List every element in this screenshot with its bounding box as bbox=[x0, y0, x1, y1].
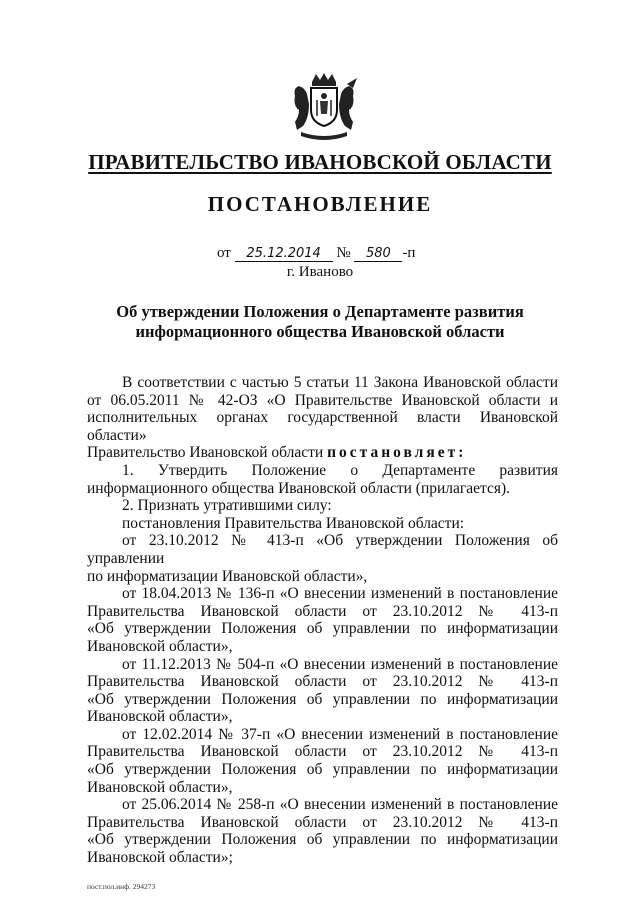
number-suffix: -п bbox=[402, 245, 416, 261]
act-line: от 25.06.2014 № 258-п «О внесении изменений в постановление bbox=[122, 796, 558, 814]
act-line: «Об утверждении Положения об управлении по информатизации bbox=[87, 690, 558, 708]
act-line: Правительства Ивановской области от 23.10.2012 № 413-п bbox=[87, 602, 558, 620]
act-line: от 11.12.2013 № 504-п «О внесении изменений в постановление bbox=[122, 655, 558, 673]
city: г. Иваново bbox=[286, 264, 354, 280]
body-line: информационного общества Ивановской области (прилагается). bbox=[87, 479, 511, 497]
item-2: 2. Признать утратившими силу: bbox=[122, 497, 332, 515]
document-heading bbox=[80, 302, 560, 342]
government-title: ПРАВИТЕЛЬСТВО ИВАНОВСКОЙ ОБЛАСТИ bbox=[88, 150, 552, 174]
act-line: «Об утверждении Положения об управлении по информатизации bbox=[87, 761, 558, 779]
act-line: Правительства Ивановской области от 23.10.2012 № 413-п bbox=[87, 673, 558, 691]
body-line: от 06.05.2011 № 42-ОЗ «О Правительстве Ивановской области и bbox=[87, 391, 558, 409]
acts-lead: постановления Правительства Ивановской области: bbox=[122, 514, 465, 532]
act-line: Ивановской области», bbox=[87, 778, 233, 796]
act-line: Правительства Ивановской области от 23.10.2012 № 413-п bbox=[87, 813, 558, 831]
intro-last: Правительство Ивановской области bbox=[87, 444, 324, 462]
act-line: Правительства Ивановской области от 23.10.2012 № 413-п bbox=[87, 743, 558, 761]
act-line: по информатизации Ивановской области», bbox=[87, 567, 368, 585]
document-type: ПОСТАНОВЛЕНИЕ bbox=[207, 192, 433, 216]
document-number: 580 bbox=[354, 247, 402, 262]
coat-of-arms-icon bbox=[287, 70, 361, 144]
date-prefix: от bbox=[217, 245, 231, 261]
act-line: от 18.04.2013 № 136-п «О внесении изменений в постановление bbox=[122, 585, 558, 603]
act-line: от 12.02.2014 № 37-п «О внесении изменений в постановление bbox=[122, 725, 558, 743]
decree-word: постановляет: bbox=[327, 444, 467, 462]
heading-line: информационного общества Ивановской области bbox=[135, 322, 505, 341]
act-line: от 23.10.2012 № 413-п «Об утверждении Положения об управлении bbox=[87, 532, 558, 567]
act-line: Ивановской области»; bbox=[87, 849, 233, 867]
act-line: Ивановской области», bbox=[87, 708, 233, 726]
date-number-line bbox=[217, 245, 415, 262]
act-line: «Об утверждении Положения об управлении по информатизации bbox=[87, 831, 558, 849]
act-line: «Об утверждении Положения об управлении по информатизации bbox=[87, 620, 558, 638]
body-line: В соответствии с частью 5 статьи 11 Закона Ивановской области bbox=[122, 374, 558, 391]
item-1: 1. Утвердить Положение о Департаменте развития bbox=[122, 461, 558, 479]
body-line bbox=[87, 444, 558, 462]
footer-code: пост.пол.инф. 294273 bbox=[87, 882, 156, 891]
document-date: 25.12.2014 bbox=[235, 247, 333, 262]
act-line: Ивановской области», bbox=[87, 637, 233, 655]
document-body bbox=[87, 374, 558, 867]
heading-line: Об утверждении Положения о Департаменте развития bbox=[116, 302, 524, 321]
body-line: исполнительных органах государственной власти Ивановской области» bbox=[87, 409, 558, 444]
number-prefix: № bbox=[336, 245, 351, 261]
